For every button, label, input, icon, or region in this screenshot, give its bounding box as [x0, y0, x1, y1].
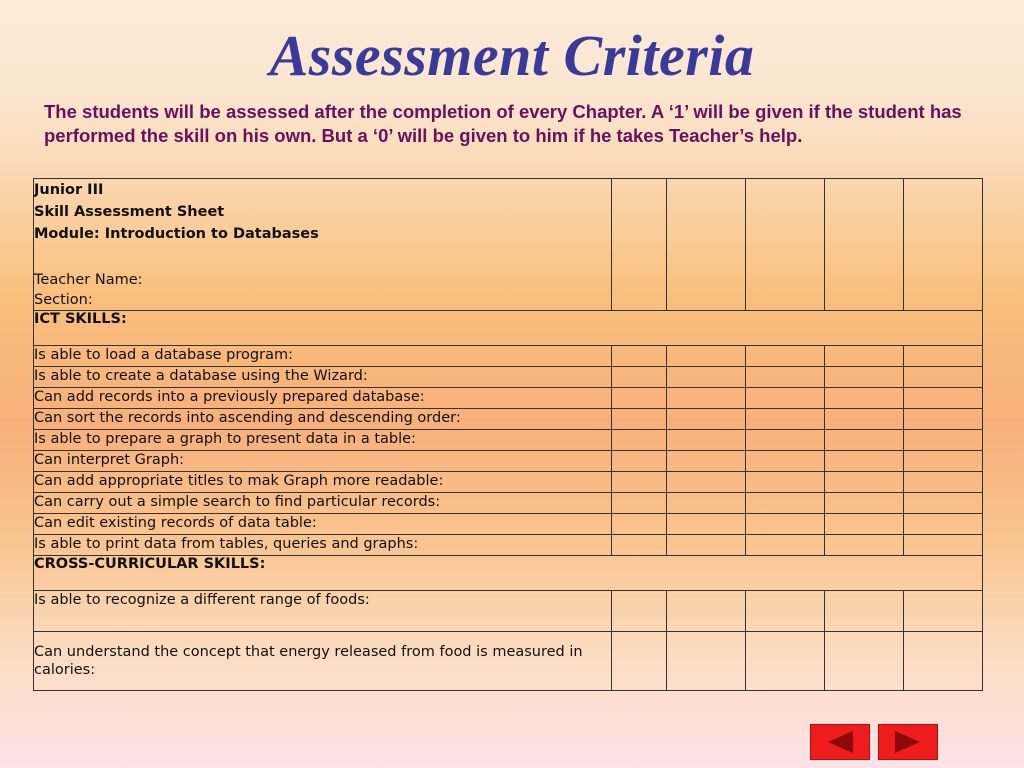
section-label: Section:	[34, 292, 93, 308]
skill-row	[34, 451, 983, 472]
skill-row	[34, 591, 983, 632]
score-cell[interactable]	[745, 451, 824, 472]
score-cell[interactable]	[824, 472, 903, 493]
intro-end-mark: .	[797, 125, 803, 146]
cross-heading-row	[34, 556, 983, 591]
score-cell[interactable]	[666, 514, 745, 535]
score-cell[interactable]	[903, 409, 982, 430]
score-cell[interactable]	[824, 514, 903, 535]
header-row	[34, 179, 983, 311]
triangle-left-icon	[811, 725, 869, 759]
skill-row	[34, 493, 983, 514]
score-cell	[824, 179, 903, 311]
score-cell	[666, 179, 745, 311]
skill-description: Can interpret Graph:	[34, 451, 612, 472]
skill-description: Is able to create a database using the Wizard:	[34, 367, 612, 388]
skill-row	[34, 632, 983, 691]
next-slide-button[interactable]	[878, 724, 938, 760]
cross-curricular-heading: CROSS-CURRICULAR SKILLS:	[34, 556, 983, 591]
score-cell[interactable]	[666, 591, 745, 632]
score-cell[interactable]	[666, 409, 745, 430]
score-cell[interactable]	[745, 346, 824, 367]
score-cell[interactable]	[611, 472, 666, 493]
score-cell[interactable]	[824, 493, 903, 514]
score-cell[interactable]	[611, 346, 666, 367]
score-cell[interactable]	[745, 632, 824, 691]
score-cell[interactable]	[745, 367, 824, 388]
intro-paragraph	[44, 100, 984, 148]
intro-text: The students will be assessed after the completion of every Chapter. A ‘1’ will be given if the student has performed the skill on his own. But a ‘0’ will be given to him if he takes Teacher’s help	[44, 101, 962, 146]
skill-row	[34, 472, 983, 493]
class-name: Junior III	[34, 182, 104, 198]
score-cell[interactable]	[666, 367, 745, 388]
skill-description: Can sort the records into ascending and descending order:	[34, 409, 612, 430]
ict-skills-group	[34, 346, 983, 556]
score-cell[interactable]	[824, 430, 903, 451]
ict-skills-heading: ICT SKILLS:	[34, 311, 983, 346]
score-cell[interactable]	[666, 535, 745, 556]
skill-row	[34, 367, 983, 388]
skill-description: Can carry out a simple search to find particular records:	[34, 493, 612, 514]
score-cell[interactable]	[903, 367, 982, 388]
score-cell[interactable]	[903, 430, 982, 451]
score-cell[interactable]	[903, 632, 982, 691]
skill-description: Can add appropriate titles to mak Graph more readable:	[34, 472, 612, 493]
skill-description: Is able to recognize a different range of foods:	[34, 591, 612, 632]
score-cell[interactable]	[903, 535, 982, 556]
skill-description: Is able to prepare a graph to present data in a table:	[34, 430, 612, 451]
score-cell[interactable]	[745, 493, 824, 514]
score-cell	[745, 179, 824, 311]
ict-heading-row	[34, 311, 983, 346]
score-cell[interactable]	[824, 346, 903, 367]
score-cell[interactable]	[611, 514, 666, 535]
score-cell[interactable]	[745, 409, 824, 430]
score-cell[interactable]	[611, 430, 666, 451]
score-cell[interactable]	[824, 535, 903, 556]
score-cell[interactable]	[903, 493, 982, 514]
skill-description: Can add records into a previously prepared database:	[34, 388, 612, 409]
score-cell[interactable]	[745, 472, 824, 493]
score-cell[interactable]	[611, 388, 666, 409]
cross-skills-group	[34, 591, 983, 691]
teacher-name-label: Teacher Name:	[34, 272, 143, 288]
score-cell[interactable]	[824, 367, 903, 388]
score-cell[interactable]	[903, 472, 982, 493]
score-cell[interactable]	[824, 409, 903, 430]
score-cell[interactable]	[611, 451, 666, 472]
module-name: Module: Introduction to Databases	[34, 226, 319, 242]
skill-row	[34, 346, 983, 367]
score-cell[interactable]	[824, 591, 903, 632]
skill-description: Is able to print data from tables, queries and graphs:	[34, 535, 612, 556]
score-cell[interactable]	[745, 514, 824, 535]
score-cell[interactable]	[666, 430, 745, 451]
skill-row	[34, 430, 983, 451]
skill-description: Can edit existing records of data table:	[34, 514, 612, 535]
score-cell	[611, 179, 666, 311]
score-cell[interactable]	[903, 514, 982, 535]
sheet-title: Skill Assessment Sheet	[34, 204, 225, 220]
score-cell[interactable]	[666, 632, 745, 691]
score-cell[interactable]	[611, 632, 666, 691]
score-cell[interactable]	[666, 472, 745, 493]
score-cell[interactable]	[745, 388, 824, 409]
score-cell[interactable]	[745, 430, 824, 451]
skill-description: Is able to load a database program:	[34, 346, 612, 367]
skill-row	[34, 388, 983, 409]
score-cell[interactable]	[903, 346, 982, 367]
score-cell[interactable]	[666, 451, 745, 472]
score-cell[interactable]	[745, 535, 824, 556]
score-cell[interactable]	[611, 367, 666, 388]
score-cell[interactable]	[903, 388, 982, 409]
skill-row	[34, 514, 983, 535]
previous-slide-button[interactable]	[810, 724, 870, 760]
score-cell[interactable]	[903, 591, 982, 632]
score-cell[interactable]	[611, 493, 666, 514]
score-cell[interactable]	[666, 493, 745, 514]
score-cell[interactable]	[824, 451, 903, 472]
skill-row	[34, 409, 983, 430]
sheet-header-cell	[34, 179, 612, 311]
score-cell[interactable]	[611, 535, 666, 556]
slide-title: Assessment Criteria	[269, 23, 755, 88]
skill-description: Can understand the concept that energy released from food is measured in calories:	[34, 632, 612, 691]
score-cell[interactable]	[903, 451, 982, 472]
skill-row	[34, 535, 983, 556]
triangle-right-icon	[879, 725, 937, 759]
score-cell[interactable]	[824, 388, 903, 409]
score-cell[interactable]	[666, 388, 745, 409]
skill-assessment-table	[33, 178, 983, 691]
score-cell[interactable]	[745, 591, 824, 632]
score-cell[interactable]	[611, 409, 666, 430]
score-cell	[903, 179, 982, 311]
score-cell[interactable]	[824, 632, 903, 691]
score-cell[interactable]	[611, 591, 666, 632]
score-cell[interactable]	[666, 346, 745, 367]
